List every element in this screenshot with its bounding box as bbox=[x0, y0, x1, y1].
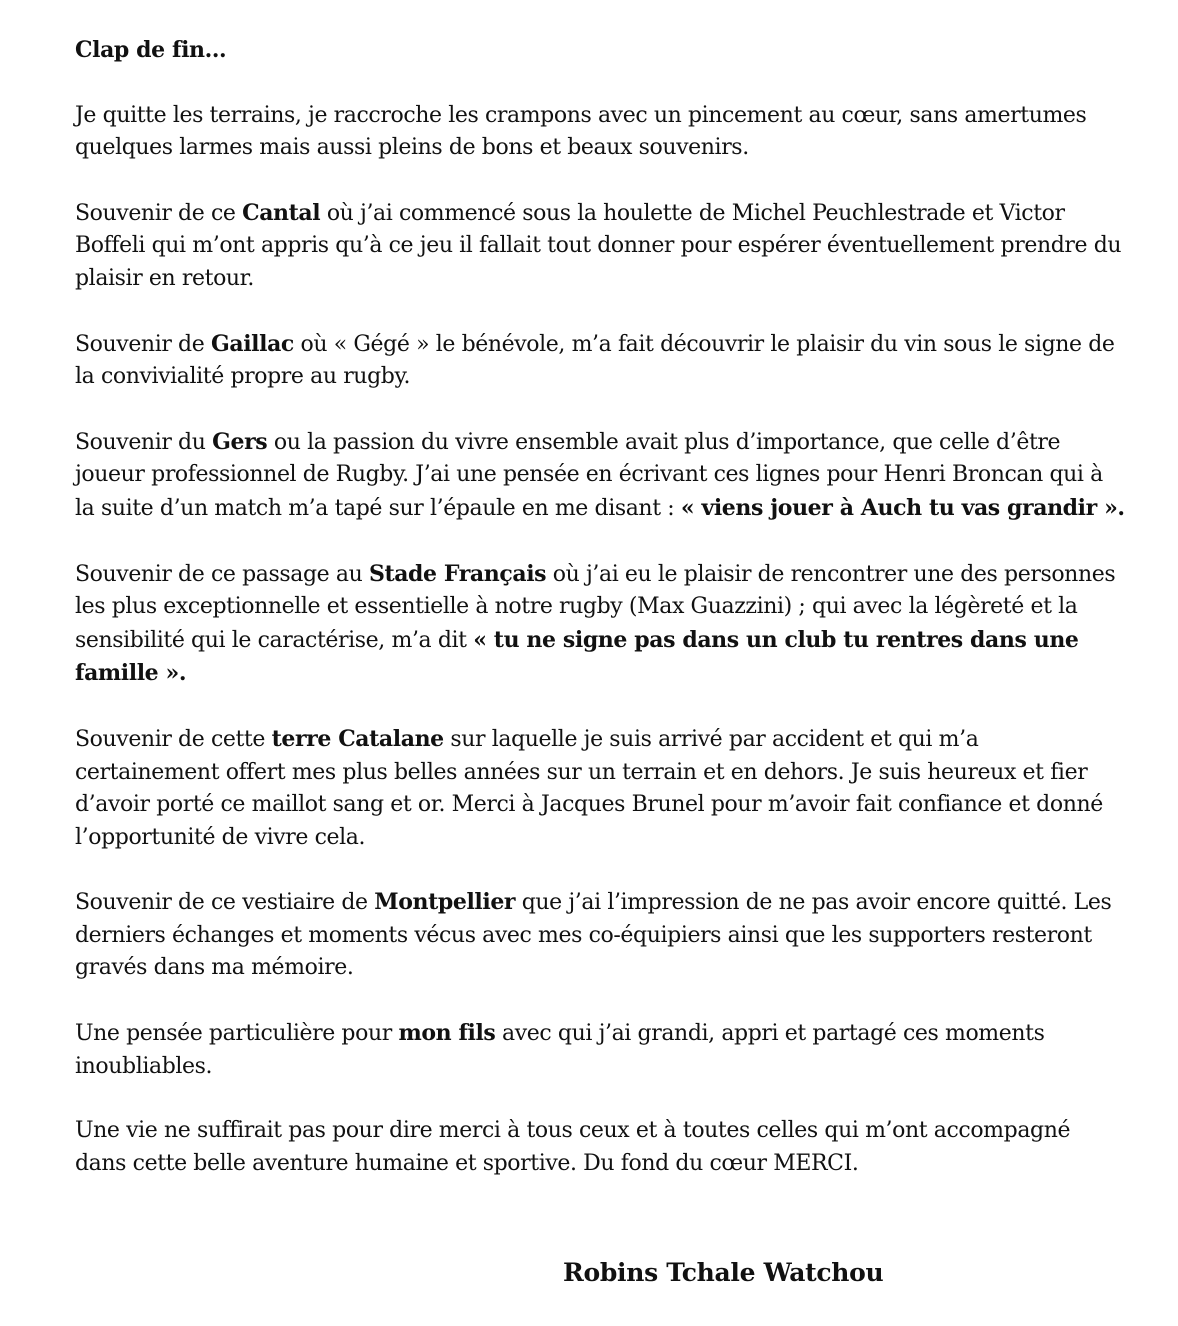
paragraph-text: Je quitte les terrains, je raccroche les crampons avec un pincement au cœur, sans amertumes quelques larmes mais aussi pleins de bons et beaux souvenirs. bbox=[75, 102, 1087, 161]
quote-bold: « tu ne signe pas dans un club tu rentres dans une famille ». bbox=[75, 626, 1079, 687]
paragraph-text: Souvenir de ce passage au bbox=[75, 561, 369, 587]
place-name-bold: Gers bbox=[212, 428, 268, 455]
paragraph-text: Une vie ne suffirait pas pour dire merci à tous ceux et à toutes celles qui m’ont accompagné dans cette belle aventure humaine et sportive. Du fond du cœur MERCI. bbox=[75, 1118, 1071, 1176]
place-name-bold: Gaillac bbox=[210, 330, 294, 357]
emphasis-bold: mon fils bbox=[398, 1020, 496, 1047]
paragraph-text: Souvenir de bbox=[75, 331, 211, 357]
paragraph-text: où j’ai commencé sous la houlette de Michel Peuchlestrade et Victor Boffeli qui m’ont appris qu’à ce jeu il fallait tout donner pour espérer éventuellement prendre du plaisir en retour. bbox=[75, 200, 1122, 291]
quote-bold: « viens jouer à Auch tu vas grandir ». bbox=[680, 494, 1125, 521]
paragraph bbox=[75, 1115, 1125, 1180]
paragraph-text: Souvenir de ce vestiaire de bbox=[75, 890, 375, 916]
paragraph bbox=[75, 723, 1125, 854]
paragraph-text: sur laquelle je suis arrivé par accident et qui m’a certainement offert mes plus belles années sur un terrain et en dehors. Je suis heureux et fier d’avoir porté ce maillot sang et or. Merci à Jacques Brunel pour m’avoir fait confiance et donné l’opportunité de vivre cela. bbox=[75, 726, 1103, 850]
paragraph bbox=[75, 328, 1125, 394]
paragraph-text: Souvenir de ce bbox=[75, 200, 243, 226]
paragraph-text: où j’ai eu le plaisir de rencontrer une des personnes les plus exceptionnelle et essentielle à notre rugby (Max Guazzini) ; qui avec la légèreté et la sensibilité qui le caractérise, m’a dit bbox=[75, 561, 1116, 653]
paragraph bbox=[75, 426, 1125, 526]
paragraph bbox=[75, 1017, 1125, 1083]
paragraph-text: avec qui j’ai grandi, appri et partagé ces moments inoubliables. bbox=[75, 1021, 1045, 1079]
letter-body bbox=[75, 34, 1125, 1212]
paragraph bbox=[75, 100, 1125, 165]
place-name-bold: Montpellier bbox=[374, 889, 516, 916]
paragraph-text: Souvenir du bbox=[75, 429, 213, 455]
paragraph-text: où « Gégé » le bénévole, m’a fait découvrir le plaisir du vin sous le signe de la convivialité propre au rugby. bbox=[75, 331, 1115, 390]
signature: Robins Tchale Watchou bbox=[563, 1258, 884, 1287]
paragraph-text: que j’ai l’impression de ne pas avoir encore quitté. Les derniers échanges et moments vécus avec mes co-équipiers ainsi que les supporters resteront gravés dans ma mémoire. bbox=[75, 890, 1112, 981]
paragraph bbox=[75, 886, 1125, 985]
paragraph-text: Souvenir de cette bbox=[75, 726, 272, 752]
page-title: Clap de fin… bbox=[75, 37, 227, 63]
paragraph bbox=[75, 558, 1125, 691]
paragraph-text: ou la passion du vivre ensemble avait plus d’importance, que celle d’être joueur professionnel de Rugby. J’ai une pensée en écrivant ces lignes pour Henri Broncan qui à la suite d’un match m’a tapé sur l’épaule en me disant : bbox=[75, 429, 1103, 521]
place-name-bold: Stade Français bbox=[368, 560, 547, 587]
place-name-bold: Cantal bbox=[242, 199, 321, 226]
paragraph bbox=[75, 197, 1125, 296]
paragraph-text: Une pensée particulière pour bbox=[75, 1021, 399, 1047]
place-name-bold: terre Catalane bbox=[271, 725, 444, 752]
